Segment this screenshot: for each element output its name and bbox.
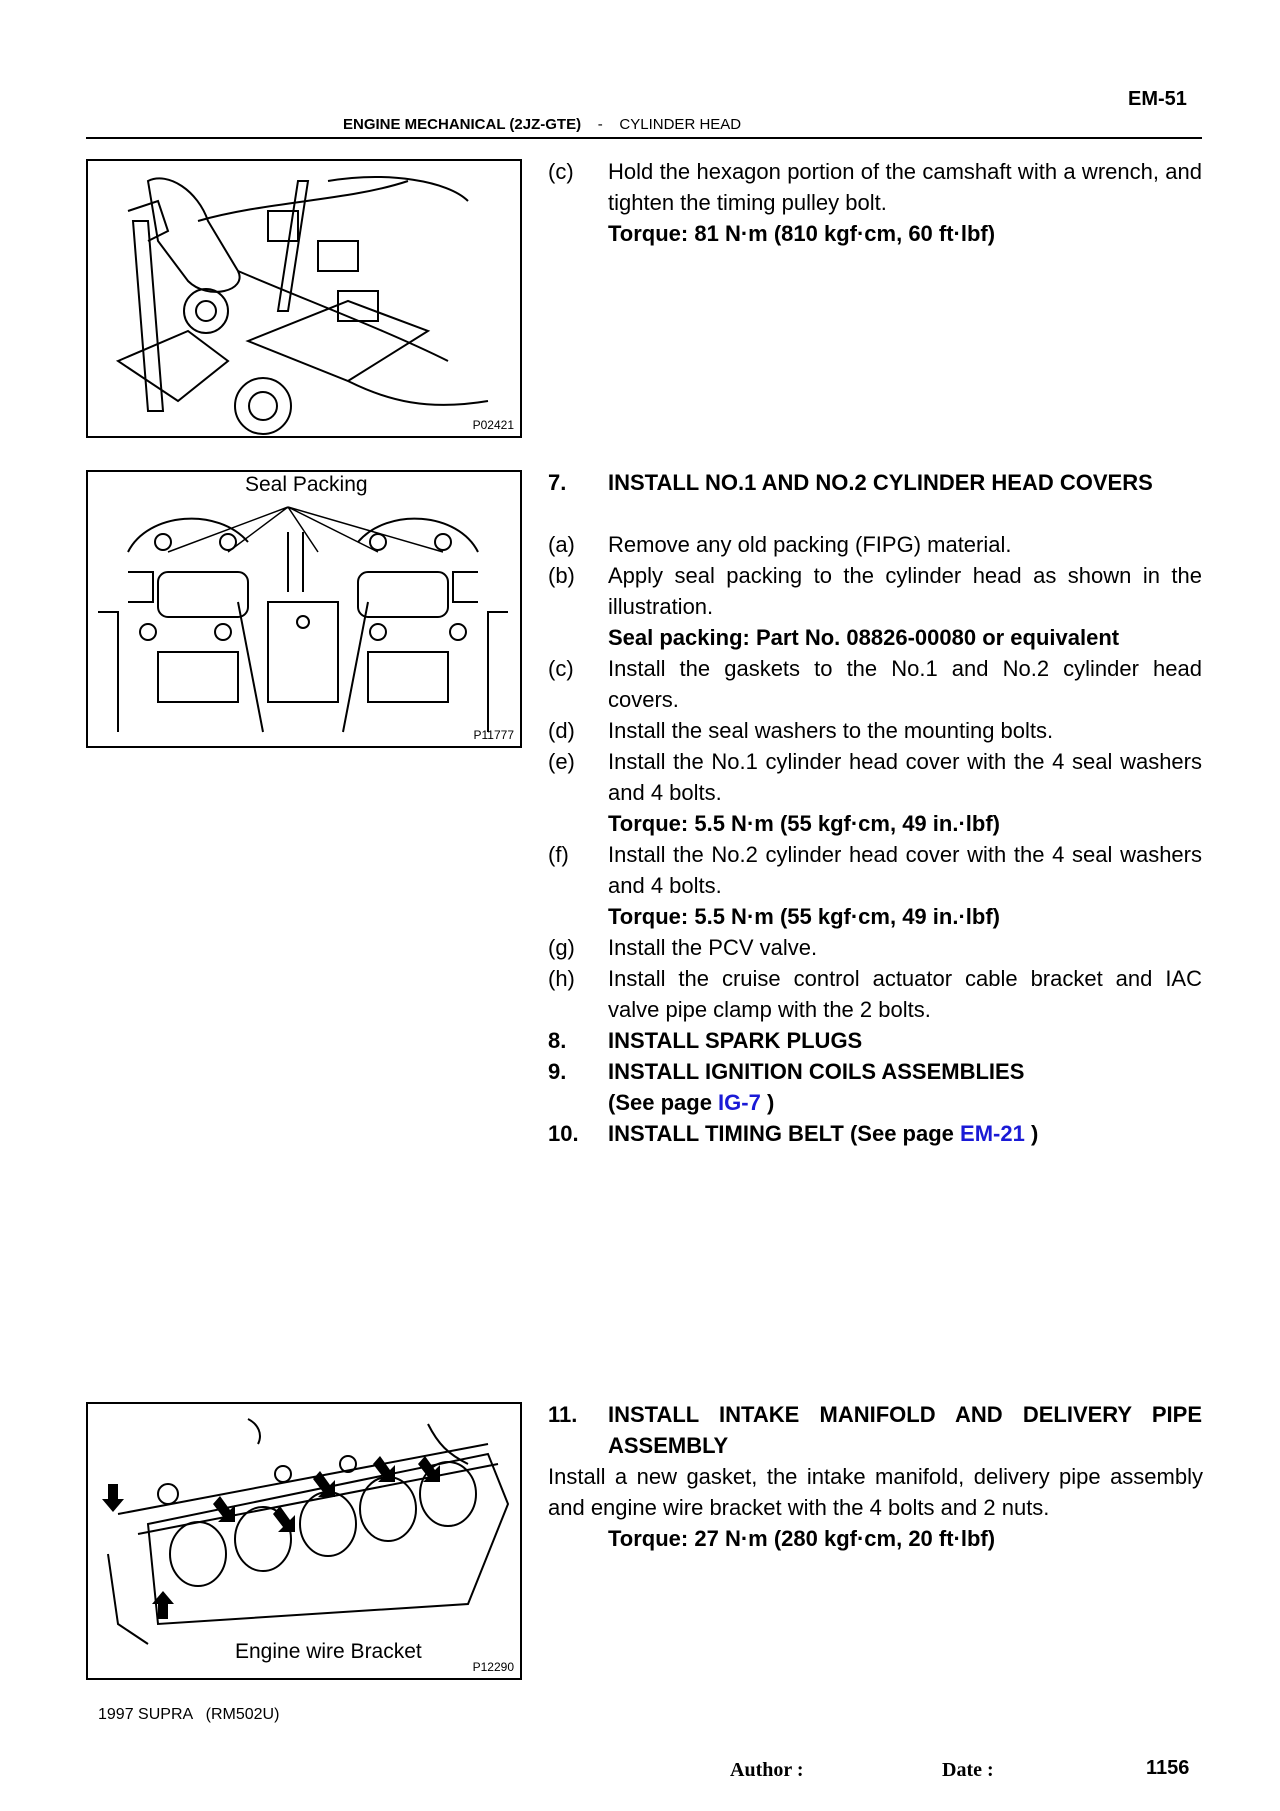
figure-intake-manifold bbox=[86, 1402, 522, 1680]
step-title: INSTALL NO.1 AND NO.2 CYLINDER HEAD COVERS bbox=[608, 470, 1153, 495]
step-title-text: INSTALL IGNITION COILS ASSEMBLIES bbox=[608, 1059, 1025, 1084]
note-text: Seal packing: Part No. 08826-00080 or equivalent bbox=[608, 625, 1120, 650]
cylinder-head-illustration bbox=[88, 472, 520, 746]
step-title: INSTALL INTAKE MANIFOLD AND DELIVERY PIPE ASSEMBLY bbox=[608, 1402, 1202, 1458]
step-text: Apply seal packing to the cylinder head as shown in the illustration. bbox=[608, 563, 1202, 619]
footer-model: 1997 SUPRA (RM502U) bbox=[98, 1706, 280, 1723]
figure-code: P11777 bbox=[473, 728, 514, 742]
step-title: INSTALL SPARK PLUGS bbox=[608, 1028, 863, 1053]
page-link-em21[interactable]: EM-21 bbox=[960, 1121, 1025, 1146]
torque-text: Torque: 81 N·m (810 kgf·cm, 60 ft·lbf) bbox=[608, 221, 996, 246]
camshaft-wrench-illustration bbox=[88, 161, 520, 436]
footer-author-label: Author : bbox=[730, 1759, 804, 1781]
step-text: Remove any old packing (FIPG) material. bbox=[608, 532, 1012, 557]
step-number: (c) bbox=[548, 656, 574, 681]
step-number: (e) bbox=[548, 749, 575, 774]
figure-code: P12290 bbox=[472, 1660, 514, 1674]
step-title-prefix: INSTALL TIMING BELT (See page bbox=[608, 1121, 961, 1146]
page-link-ig7[interactable]: IG-7 bbox=[718, 1090, 761, 1115]
step-number: (h) bbox=[548, 966, 575, 991]
step-text: Install the No.2 cylinder head cover with the 4 seal washers and 4 bolts. bbox=[608, 842, 1202, 898]
page-id: EM-51 bbox=[1128, 88, 1187, 110]
step-number: 8. bbox=[548, 1028, 567, 1053]
step-text: Install the No.1 cylinder head cover with the 4 seal washers and 4 bolts. bbox=[608, 749, 1202, 805]
torque-text: Torque: 5.5 N·m (55 kgf·cm, 49 in.·lbf) bbox=[608, 811, 1000, 836]
step-number: (b) bbox=[548, 563, 575, 588]
step-number: (f) bbox=[548, 842, 569, 867]
step-number: (c) bbox=[548, 159, 574, 184]
page-number: 1156 bbox=[1146, 1757, 1190, 1779]
torque-spec: Torque: 27 N·m (280 kgf·cm, 20 ft·lbf) bbox=[608, 1526, 996, 1551]
step-number: 10. bbox=[548, 1121, 579, 1146]
step-text: Install the cruise control actuator cable bracket and IAC valve pipe clamp with the 2 bolts. bbox=[608, 966, 1202, 1022]
seal-packing-label: Seal Packing bbox=[245, 473, 368, 496]
step-text: Install the gaskets to the No.1 and No.2 cylinder head covers. bbox=[608, 656, 1202, 712]
figure-camshaft-wrench bbox=[86, 159, 522, 438]
engine-wire-bracket-label: Engine wire Bracket bbox=[235, 1640, 422, 1663]
subsection-title: CYLINDER HEAD bbox=[619, 116, 742, 133]
header-rule bbox=[86, 137, 1202, 139]
step-number: 9. bbox=[548, 1059, 567, 1084]
step-title-suffix: ) bbox=[1024, 1121, 1039, 1146]
step-number: (d) bbox=[548, 718, 575, 743]
see-page-suffix: ) bbox=[760, 1090, 775, 1115]
step-text: Install the PCV valve. bbox=[608, 935, 818, 960]
step-number: 11. bbox=[548, 1402, 578, 1427]
see-page-prefix: (See page bbox=[608, 1090, 719, 1115]
step-number: (a) bbox=[548, 532, 575, 557]
torque-text: Torque: 5.5 N·m (55 kgf·cm, 49 in.·lbf) bbox=[608, 904, 1000, 929]
running-header bbox=[343, 116, 741, 133]
step-text: Install the seal washers to the mounting bolts. bbox=[608, 718, 1054, 743]
step-text: Hold the hexagon portion of the camshaft with a wrench, and tighten the timing pulley bolt. bbox=[608, 159, 1202, 215]
section-title: ENGINE MECHANICAL (2JZ-GTE) bbox=[343, 116, 582, 133]
figure-code: P02421 bbox=[472, 418, 514, 432]
step-title bbox=[608, 1118, 1202, 1149]
footer-date-label: Date : bbox=[942, 1759, 994, 1781]
step-number: (g) bbox=[548, 935, 575, 960]
step-title bbox=[608, 1056, 1202, 1118]
header-separator: - bbox=[597, 116, 603, 133]
step-number: 7. bbox=[548, 470, 567, 495]
intake-manifold-illustration bbox=[88, 1404, 520, 1678]
figure-seal-packing bbox=[86, 470, 522, 748]
step-11-text: Install a new gasket, the intake manifold, delivery pipe assembly and engine wire bracket with the 4 bolts and 2 nuts. bbox=[548, 1464, 1203, 1520]
